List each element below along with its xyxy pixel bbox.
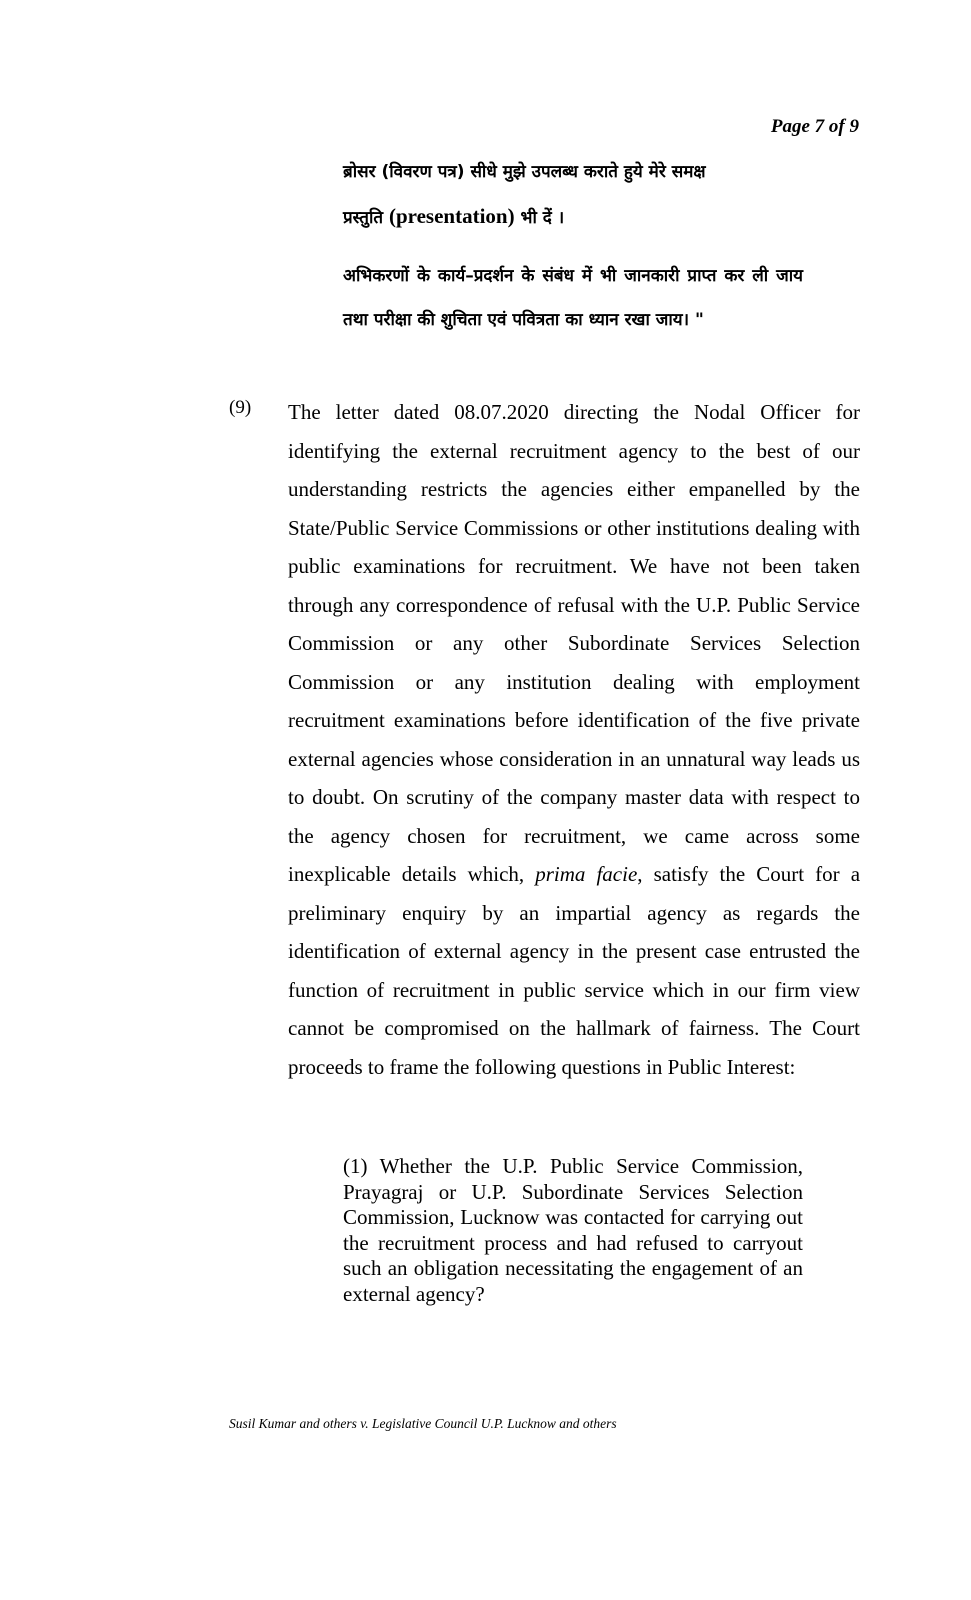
paragraph-number: (9) [229,397,252,418]
hindi-quote-block-2: अभिकरणों के कार्य–प्रदर्शन के संबंध में भी जानकारी प्राप्त कर ली जाय तथा परीक्षा की शुचिता एवं पवित्रता का ध्यान रखा जाय। " [343,266,803,330]
paragraph-text-part-1: The letter dated 08.07.2020 directing the Nodal Officer for identifying the external recruitment agency to the best of our understanding restricts the agencies either empanelled by the State/Public Service Commissions or other institutions dealing with public examinations for recruitment. We have not been taken through any correspondence of refusal with the U.P. Public Service Commission or any other Subordinate Services Selection Commission or any institution dealing with employment recruitment examinations before identification of the five private external agencies whose consideration in an unnatural way leads us to doubt. On scrutiny of the company master data with respect to the agency chosen for recruitment, we came across some inexplicable details which, [288,400,860,886]
footer-citation: Susil Kumar and others v. Legislative Council U.P. Lucknow and others [229,1416,617,1431]
english-term: (presentation) [389,204,515,228]
paragraph-text-part-2: , satisfy the Court for a preliminary enquiry by an impartial agency as regards the identification of external agency in the present case entrusted the function of recruitment in public service which in our firm view cannot be compromised on the hallmark of fairness. The Court proceeds to frame the following questions in Public Interest: [288,862,861,1079]
question-1: (1) Whether the U.P. Public Service Commission, Prayagraj or U.P. Subordinate Services Selection Commission, Lucknow was contacted for carrying out the recruitment process and had refused to carryout such an obligation necessitating the engagement of an external agency? [343,1154,803,1306]
paragraph-9-body [288,393,860,1086]
hindi-line-2-prefix: प्रस्तुति [343,208,384,228]
hindi-line-2-suffix: भी दें । [520,208,565,228]
page-number: Page 7 of 9 [770,116,859,137]
italic-phrase: prima facie [535,862,638,886]
hindi-line-1: ब्रोसर (विवरण पत्र) सीधे मुझे उपलब्ध कराते हुये मेरे समक्ष [343,162,706,182]
hindi-quote-block-1 [343,150,803,240]
